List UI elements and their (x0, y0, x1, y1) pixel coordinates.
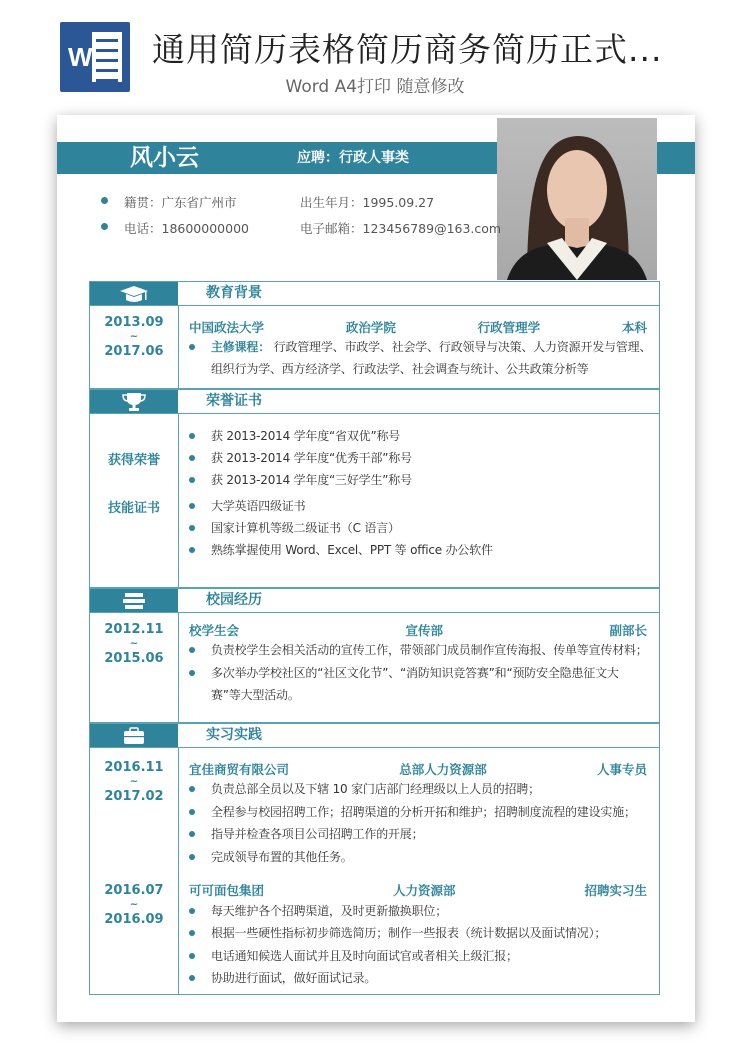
email: 电子邮箱：123456789@163.com (300, 221, 502, 236)
list-item: 国家计算机等级二级证书（C 语言） (189, 517, 657, 539)
list-item: 完成领导布置的其他任务。 (189, 846, 657, 868)
date-start: 2013.09 (104, 315, 164, 330)
list-item: 指导并检查各项目公司招聘工作的开展； (189, 823, 657, 845)
organization: 校学生会 (189, 623, 240, 638)
internship-section (89, 723, 660, 995)
list-item: 获 2013-2014 学年度“三好学生”称号 (189, 469, 657, 491)
job-title-line (189, 881, 647, 899)
role: 人事专员 (596, 762, 647, 777)
bullet-icon (101, 197, 108, 204)
list-item: 获 2013-2014 学年度“省双优”称号 (189, 425, 657, 447)
list-item: 全程参与校园招聘工作；招聘渠道的分析开拓和维护；招聘制度流程的建设实施； (189, 801, 657, 823)
company: 可可面包集团 (189, 883, 265, 898)
list-item: 每天维护各个招聘渠道，及时更新撤换职位； (189, 900, 657, 922)
role: 副部长 (609, 623, 647, 638)
date-end: 2017.02 (104, 789, 164, 804)
profile-photo (497, 118, 657, 280)
date-start: 2012.11 (104, 622, 164, 637)
date-sep: ~ (129, 776, 139, 787)
date-end: 2015.06 (104, 651, 164, 666)
department: 总部人力资源部 (399, 762, 487, 777)
list-item: 协助进行面试，做好面试记录。 (189, 967, 657, 989)
courses (189, 336, 657, 358)
bullet-icon (101, 223, 108, 230)
major: 行政管理学 (477, 320, 541, 335)
page-subtitle: Word A4打印 随意修改 (285, 77, 465, 97)
section-title: 教育背景 (206, 285, 262, 301)
list-item: 熟练掌握使用 Word、Excel、PPT 等 office 办公软件 (189, 539, 657, 561)
date-start: 2016.11 (104, 760, 164, 775)
date-end: 2016.09 (104, 912, 164, 927)
department: 人力资源部 (392, 883, 456, 898)
hometown: 籍贯：广东省广州市 (124, 195, 237, 210)
section-title: 校园经历 (206, 592, 262, 608)
date-sep: ~ (129, 638, 139, 649)
school: 中国政法大学 (189, 320, 265, 335)
birth-date: 出生年月：1995.09.27 (300, 195, 435, 210)
apply-position: 应聘：行政人事类 (297, 150, 409, 166)
course-label: 主修课程： (211, 340, 271, 354)
courses-line: 行政管理学、市政学、社会学、行政领导与决策、人力资源开发与管理、 (273, 340, 652, 354)
list-item: 负责总部全员以及下辖 10 家门店部门经理级以上人员的招聘； (189, 778, 657, 800)
list-item: 根据一些硬性指标初步筛选简历；制作一些报表（统计数据以及面试情况）； (189, 922, 657, 944)
campus-section (89, 588, 660, 723)
briefcase-icon (90, 724, 178, 747)
education-section (89, 281, 660, 389)
phone: 电话：18600000000 (124, 221, 249, 236)
graduation-cap-icon (90, 282, 178, 305)
list-item: 多次举办学校社区的“社区文化节”、“消防知识竞答赛”和“预防安全隐患征文大 (189, 662, 657, 684)
date-end: 2017.06 (104, 344, 164, 359)
trophy-icon (90, 390, 178, 413)
honors-section (89, 389, 660, 588)
date-start: 2016.07 (104, 883, 164, 898)
education-title-line (189, 318, 647, 336)
role: 招聘实习生 (584, 883, 647, 898)
section-title: 荣誉证书 (206, 393, 262, 409)
job-title-line (189, 760, 647, 778)
date-sep: ~ (129, 331, 139, 342)
list-item: 大学英语四级证书 (189, 495, 657, 517)
courses-line: 组织行为学、西方经济学、行政法学、社会调查与统计、公共政策分析等 (211, 362, 589, 376)
list-item: 电话通知候选人面试并且及时向面试官或者相关上级汇报； (189, 945, 657, 967)
books-icon (90, 589, 178, 612)
candidate-name: 风小云 (130, 145, 199, 171)
list-item: 负责校学生会相关活动的宣传工作，带领部门成员制作宣传海报、传单等宣传材料； (189, 639, 657, 661)
date-sep: ~ (129, 899, 139, 910)
list-item-continued: 赛”等大型活动。 (211, 688, 300, 702)
company: 宜佳商贸有限公司 (189, 762, 290, 777)
page-title: 通用简历表格简历商务简历正式... (152, 30, 663, 69)
list-item: 获 2013-2014 学年度“优秀干部”称号 (189, 447, 657, 469)
degree: 本科 (621, 320, 647, 335)
certs-label: 技能证书 (107, 501, 160, 516)
section-title: 实习实践 (206, 727, 262, 743)
department: 宣传部 (405, 623, 443, 638)
word-icon-letter: W (68, 42, 93, 72)
college: 政治学院 (345, 320, 396, 335)
awards-label: 获得荣誉 (107, 453, 160, 468)
campus-title-line (189, 621, 647, 639)
